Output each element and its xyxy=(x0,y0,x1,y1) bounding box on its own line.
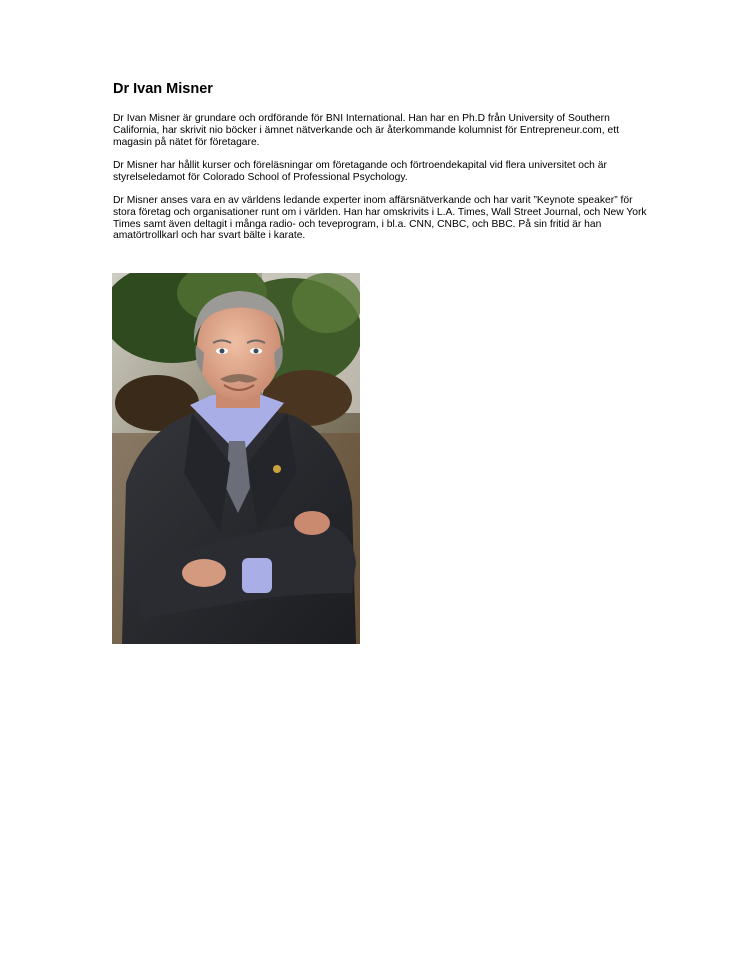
document-body xyxy=(113,80,658,254)
portrait-illustration xyxy=(112,273,360,644)
paragraph-1: Dr Ivan Misner är grundare och ordförande för BNI International. Han har en Ph.D från University of Southern California, har skrivit nio böcker i ämnet nätverkande och är återkommande kolumnist för Entrepreneur.com, ett magasin på nätet för företagare. xyxy=(113,113,619,148)
paragraph-3: Dr Misner anses vara en av världens ledande experter inom affärsnätverkande och har varit ”Keynote speaker” för stora företag och organisationer runt om i världen. Han har omskrivits i L.A. Times, Wall Street Journal, och New York Times samt även deltagit i många radio- och teveprogram, i bl.a. CNN, CNBC, och BBC. På sin fritid är han amatörtrollkarl och har svart bälte i karate. xyxy=(113,194,647,242)
paragraph-2: Dr Misner har hållit kurser och föreläsningar om företagande och förtroendekapital vid flera universitet och är styrelseledamot för Colorado School of Professional Psychology. xyxy=(113,159,607,183)
hand xyxy=(182,559,226,587)
portrait-photo xyxy=(112,273,360,644)
lapel-pin xyxy=(273,465,281,473)
page-title: Dr Ivan Misner xyxy=(113,81,213,97)
